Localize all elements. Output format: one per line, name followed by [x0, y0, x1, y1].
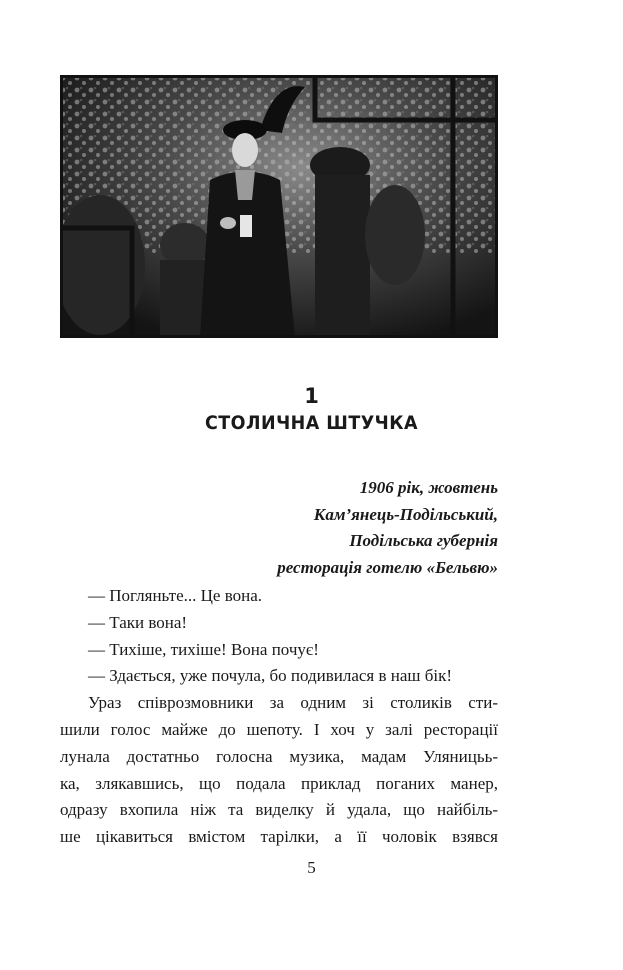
dialog-line: — Погляньте... Це вона. [88, 586, 262, 605]
dialog-line: — Здається, уже почула, бо подивилася в наш бік! [88, 666, 453, 686]
paragraph-line: шили голос майже до шепоту. І хоч у залі ресторації [60, 719, 498, 739]
paragraph-line: Ураз співрозмовники за одним зі столиків сти- [88, 693, 498, 713]
dialog-line: — Тихіше, тихіше! Вона почує! [88, 639, 319, 659]
chapter-photo [60, 75, 498, 338]
paragraph-line: лунала достатньо голосна музика, мадам Уляницьь- [60, 746, 498, 766]
chapter-number: 1 [304, 384, 319, 408]
page-number: 5 [307, 858, 316, 877]
epigraph-line: Кам’янець-Подільський, [313, 504, 498, 524]
paragraph-line: ше цікавиться вмістом тарілки, а її чоловік взявся [60, 827, 498, 847]
epigraph-line: Подільська губернія [349, 531, 498, 550]
chapter-title: СТОЛИЧНА ШТУЧКА [205, 412, 418, 434]
body-text [60, 583, 498, 851]
epigraph-line: 1906 рік, жовтень [359, 478, 498, 497]
chapter-photo-image [60, 75, 498, 338]
paragraph-line: ка, злякавшись, що подала приклад поганих манер, [60, 773, 498, 793]
dialog-line: — Таки вона! [88, 612, 188, 632]
paragraph-line: одразу вхопила ніж та виделку й удала, що найбіль- [60, 800, 498, 820]
epigraph [277, 475, 498, 581]
epigraph-line: ресторація готелю «Бельвю» [277, 557, 498, 577]
